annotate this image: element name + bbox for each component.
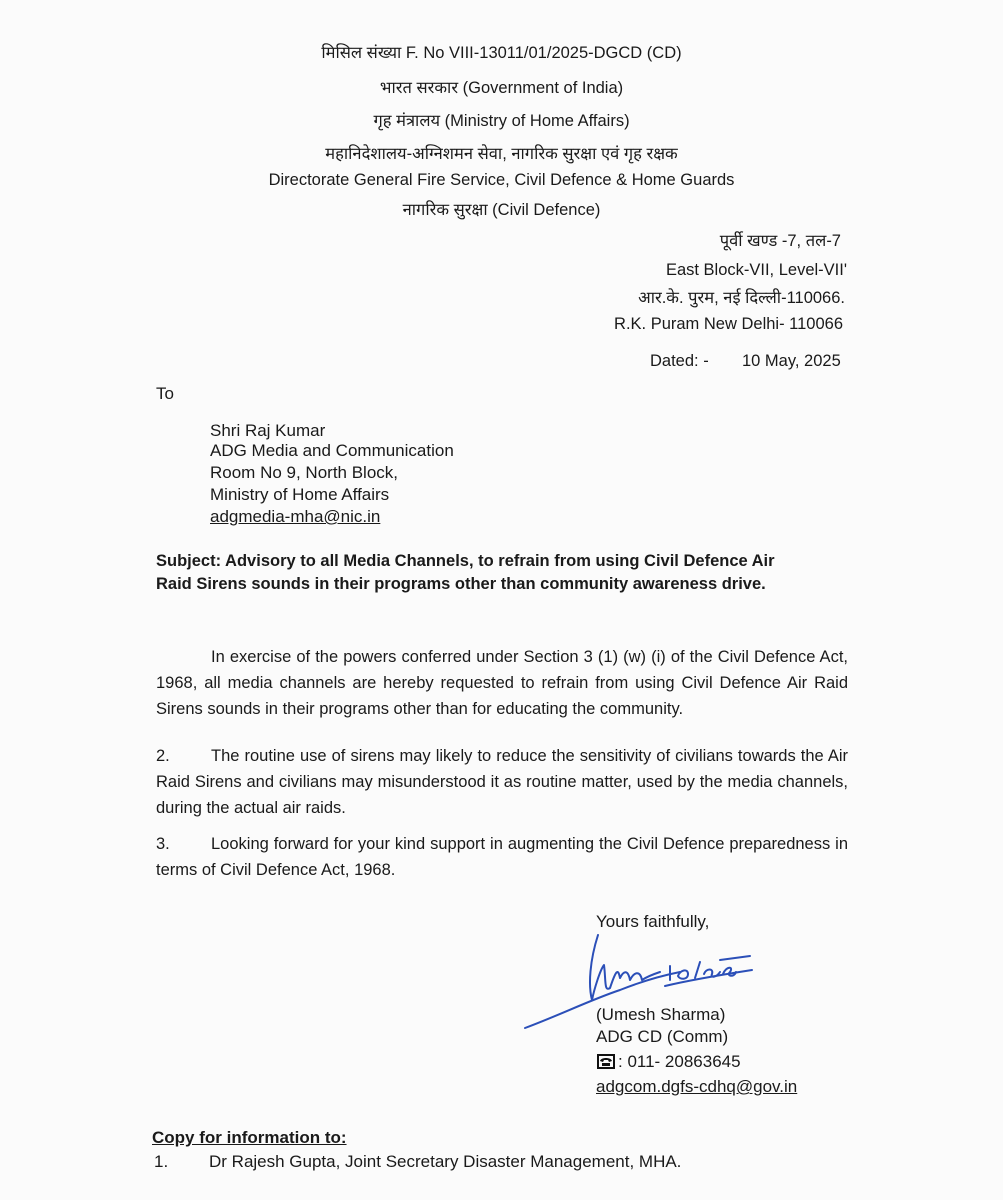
copy-heading: Copy for information to:: [152, 1128, 347, 1147]
recipient-name: Shri Raj Kumar: [210, 421, 326, 440]
paragraph-2-text: The routine use of sirens may likely to reduce the sensitivity of civilians towards the Air Raid Sirens and civilians may misunderstood it as routine matter, used by the media channels, during the actual air raids.: [156, 747, 848, 817]
ministry-line: गृह मंत्रालय (Ministry of Home Affairs): [373, 112, 630, 130]
subject-line-1: Subject: Advisory to all Media Channels, to refrain from using Civil Defence Air: [156, 552, 775, 570]
recipient-email-link[interactable]: adgmedia-mha@nic.in: [210, 507, 381, 526]
directorate-hindi: महानिदेशालय-अग्निशमन सेवा, नागरिक सुरक्षा एवं गृह रक्षक: [325, 145, 678, 163]
telephone-icon: [596, 1053, 616, 1070]
signatory-email-link[interactable]: adgcom.dgfs-cdhq@gov.in: [596, 1077, 798, 1096]
address-english-1: East Block-VII, Level-VII': [665, 261, 847, 279]
address-hindi-1: पूर्वी खण्ड -7, तल-7: [719, 232, 841, 250]
signatory-designation: ADG CD (Comm): [596, 1027, 729, 1046]
paragraph-2-number: 2.: [156, 747, 170, 765]
paragraph-3-text: Looking forward for your kind support in augmenting the Civil Defence preparedness in terms of Civil Defence Act, 1968.: [156, 835, 848, 879]
subject-line-2: Raid Sirens sounds in their programs other than community awareness drive.: [156, 575, 766, 593]
closing-line: Yours faithfully,: [596, 912, 710, 931]
recipient-org: Ministry of Home Affairs: [210, 485, 390, 504]
government-line: भारत सरकार (Government of India): [379, 79, 624, 97]
address-hindi-2: आर.के. पुरम, नई दिल्ली-110066.: [638, 289, 845, 307]
copy-item-1-text: Dr Rajesh Gupta, Joint Secretary Disaster Management, MHA.: [209, 1152, 682, 1171]
address-english-2: R.K. Puram New Delhi- 110066: [614, 315, 843, 333]
directorate-english: Directorate General Fire Service, Civil Defence & Home Guards: [268, 171, 735, 189]
paragraph-3: [156, 831, 848, 883]
copy-item-1-number: 1.: [154, 1152, 169, 1171]
recipient-designation: ADG Media and Communication: [210, 441, 454, 460]
paragraph-3-number: 3.: [156, 835, 170, 853]
dated-value: 10 May, 2025: [742, 352, 841, 370]
signatory-phone: [596, 1052, 741, 1072]
signatory-name: (Umesh Sharma): [596, 1005, 726, 1024]
dated-label: Dated: -: [650, 352, 709, 370]
recipient-room: Room No 9, North Block,: [210, 463, 399, 482]
paragraph-1: In exercise of the powers conferred under Section 3 (1) (w) (i) of the Civil Defence Act, 1968, all media channels are hereby requested to refrain from using Civil Defence Air Raid Sirens sounds in their programs other than for educating the community.: [156, 648, 848, 718]
division-line: नागरिक सुरक्षा (Civil Defence): [402, 201, 601, 219]
phone-number: : 011- 20863645: [618, 1052, 741, 1071]
paragraph-2: [156, 743, 848, 821]
to-label: To: [156, 384, 174, 403]
file-number: मिसिल संख्या F. No VIII-13011/01/2025-DGCD (CD): [321, 44, 682, 62]
